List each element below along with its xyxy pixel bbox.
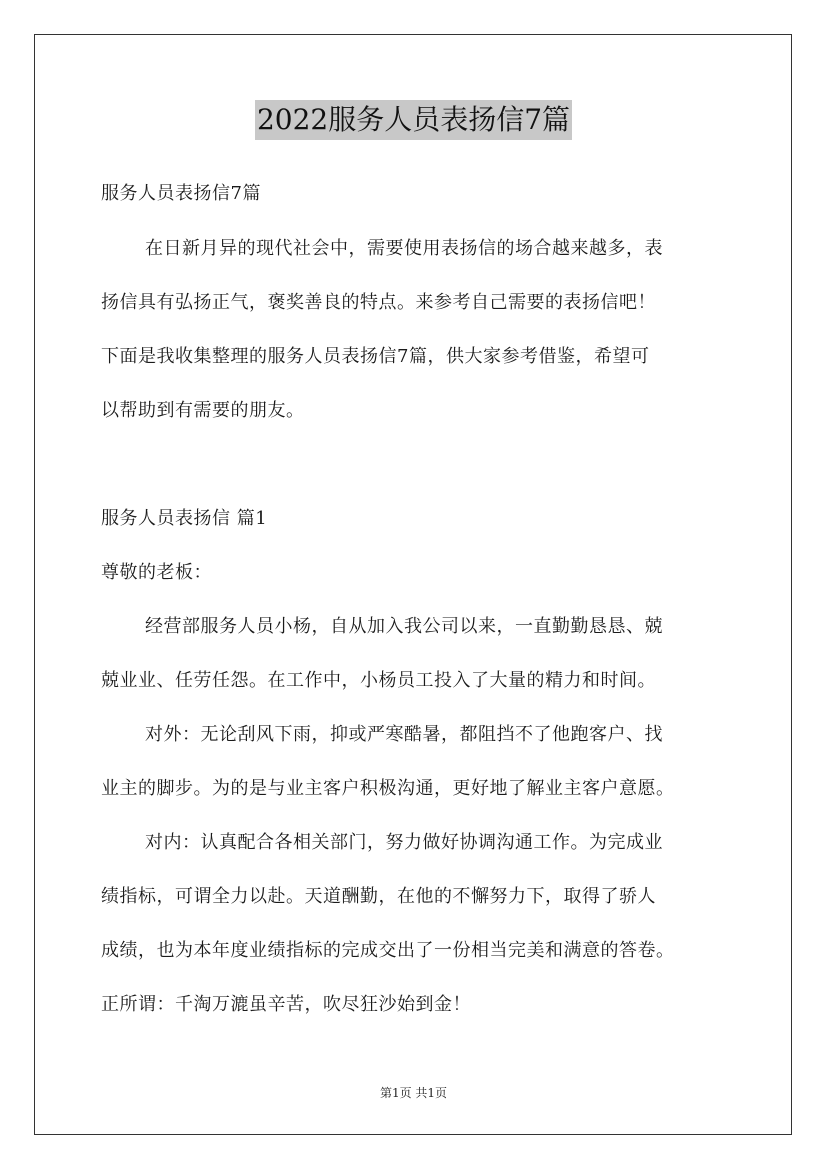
page-footer: 第1页 共1页 <box>379 1086 448 1100</box>
section-heading: 服务人员表扬信 篇1 <box>101 508 268 529</box>
salutation: 尊敬的老板： <box>101 562 212 583</box>
document-subtitle: 服务人员表扬信7篇 <box>101 183 261 204</box>
body-line: 业主的脚步。为的是与业主客户积极沟通，更好地了解业主客户意愿。 <box>101 778 675 799</box>
body-line: 正所谓：千淘万漉虽辛苦，吹尽狂沙始到金！ <box>101 994 471 1015</box>
body-line: 对内：认真配合各相关部门，努力做好协调沟通工作。为完成业 <box>145 832 663 853</box>
body-line: 兢业业、任劳任怨。在工作中，小杨员工投入了大量的精力和时间。 <box>101 670 656 691</box>
intro-line: 扬信具有弘扬正气，褒奖善良的特点。来参考自己需要的表扬信吧！ <box>101 292 656 313</box>
title-container <box>0 100 827 140</box>
body-line: 对外：无论刮风下雨，抑或严寒酷暑，都阻挡不了他跑客户、找 <box>145 724 663 745</box>
body-line: 经营部服务人员小杨，自从加入我公司以来，一直勤勤恳恳、兢 <box>145 616 663 637</box>
body-line: 绩指标，可谓全力以赴。天道酬勤，在他的不懈努力下，取得了骄人 <box>101 886 656 907</box>
intro-line: 以帮助到有需要的朋友。 <box>101 400 305 421</box>
document-title: 2022服务人员表扬信7篇 <box>255 100 572 140</box>
body-line: 成绩，也为本年度业绩指标的完成交出了一份相当完美和满意的答卷。 <box>101 940 675 961</box>
intro-line: 在日新月异的现代社会中，需要使用表扬信的场合越来越多，表 <box>145 238 663 259</box>
intro-line: 下面是我收集整理的服务人员表扬信7篇，供大家参考借鉴，希望可 <box>101 346 650 367</box>
